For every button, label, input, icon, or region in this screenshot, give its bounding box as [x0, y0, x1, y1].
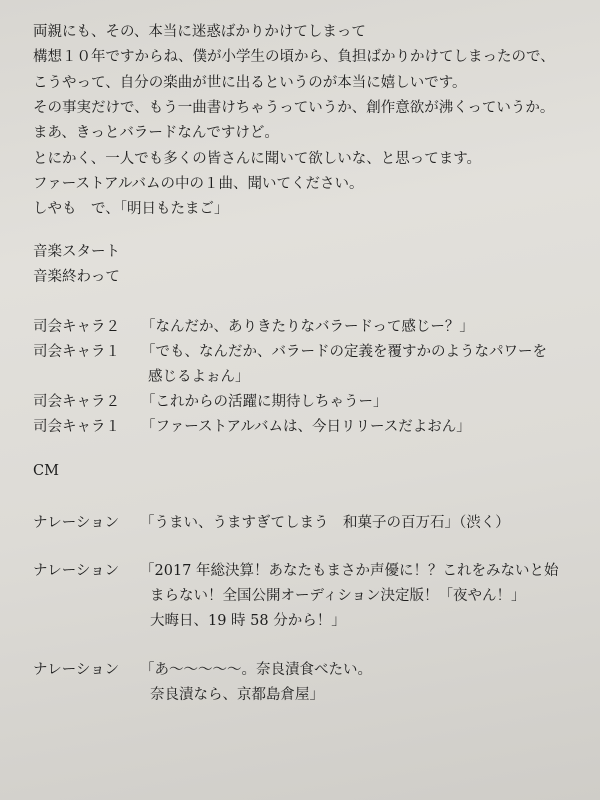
speaker-name: ナレーション [33, 563, 120, 579]
dialogue-line: 感じるよぉん」 [148, 369, 250, 385]
narration-line: まらない！全国公開オーディション決定版！「夜やん！」 [150, 588, 526, 604]
narration-line: 「うまい、うますぎてしまう 和菓子の百万石」（渋く） [140, 515, 510, 531]
monologue-line: 両親にも、その、本当に迷惑ばかりかけてしまって [33, 24, 366, 40]
monologue-line: まあ、きっとバラードなんですけど。 [33, 125, 279, 141]
stage-direction-music-start: 音楽スタート [33, 244, 120, 260]
monologue-line: ファーストアルバムの中の１曲、聞いてください。 [33, 176, 364, 192]
speaker-name: ナレーション [33, 515, 120, 531]
stage-direction-music-end: 音楽終わって [33, 269, 120, 285]
monologue-line: その事実だけで、もう一曲書けちゃうっていうか、創作意欲が沸くっていうか。 [33, 100, 555, 116]
monologue-line: とにかく、一人でも多くの皆さんに聞いて欲しいな、と思ってます。 [33, 151, 482, 167]
speaker-name: 司会キャラ２ [33, 319, 120, 335]
monologue-line: しやも で、「明日もたまご」 [33, 201, 229, 217]
dialogue-line: 「なんだか、ありきたりなバラードって感じー？」 [141, 319, 474, 335]
dialogue-line: 「ファーストアルバムは、今日リリースだよおん」 [141, 419, 471, 435]
dialogue-line: 「これからの活躍に期待しちゃうー」 [141, 394, 388, 410]
speaker-name: ナレーション [33, 662, 120, 678]
narration-line: 大晦日、19 時 58 分から！」 [150, 613, 346, 629]
monologue-line: 構想１０年ですからね、僕が小学生の頃から、負担ばかりかけてしまったので、 [33, 49, 555, 65]
monologue-line: こうやって、自分の楽曲が世に出るというのが本当に嬉しいです。 [33, 75, 467, 91]
cm-heading: CM [33, 463, 59, 479]
speaker-name: 司会キャラ１ [33, 344, 120, 360]
speaker-name: 司会キャラ１ [33, 419, 120, 435]
narration-line: 「あ～～～～～。奈良漬食べたい。 [140, 662, 372, 678]
narration-line: 奈良漬なら、京都島倉屋」 [150, 687, 324, 703]
narration-line: 「2017 年総決算！あなたもまさか声優に！？これをみないと始 [140, 563, 559, 579]
speaker-name: 司会キャラ２ [33, 394, 120, 410]
dialogue-line: 「でも、なんだか、バラードの定義を覆すかのようなパワーを [141, 344, 547, 360]
